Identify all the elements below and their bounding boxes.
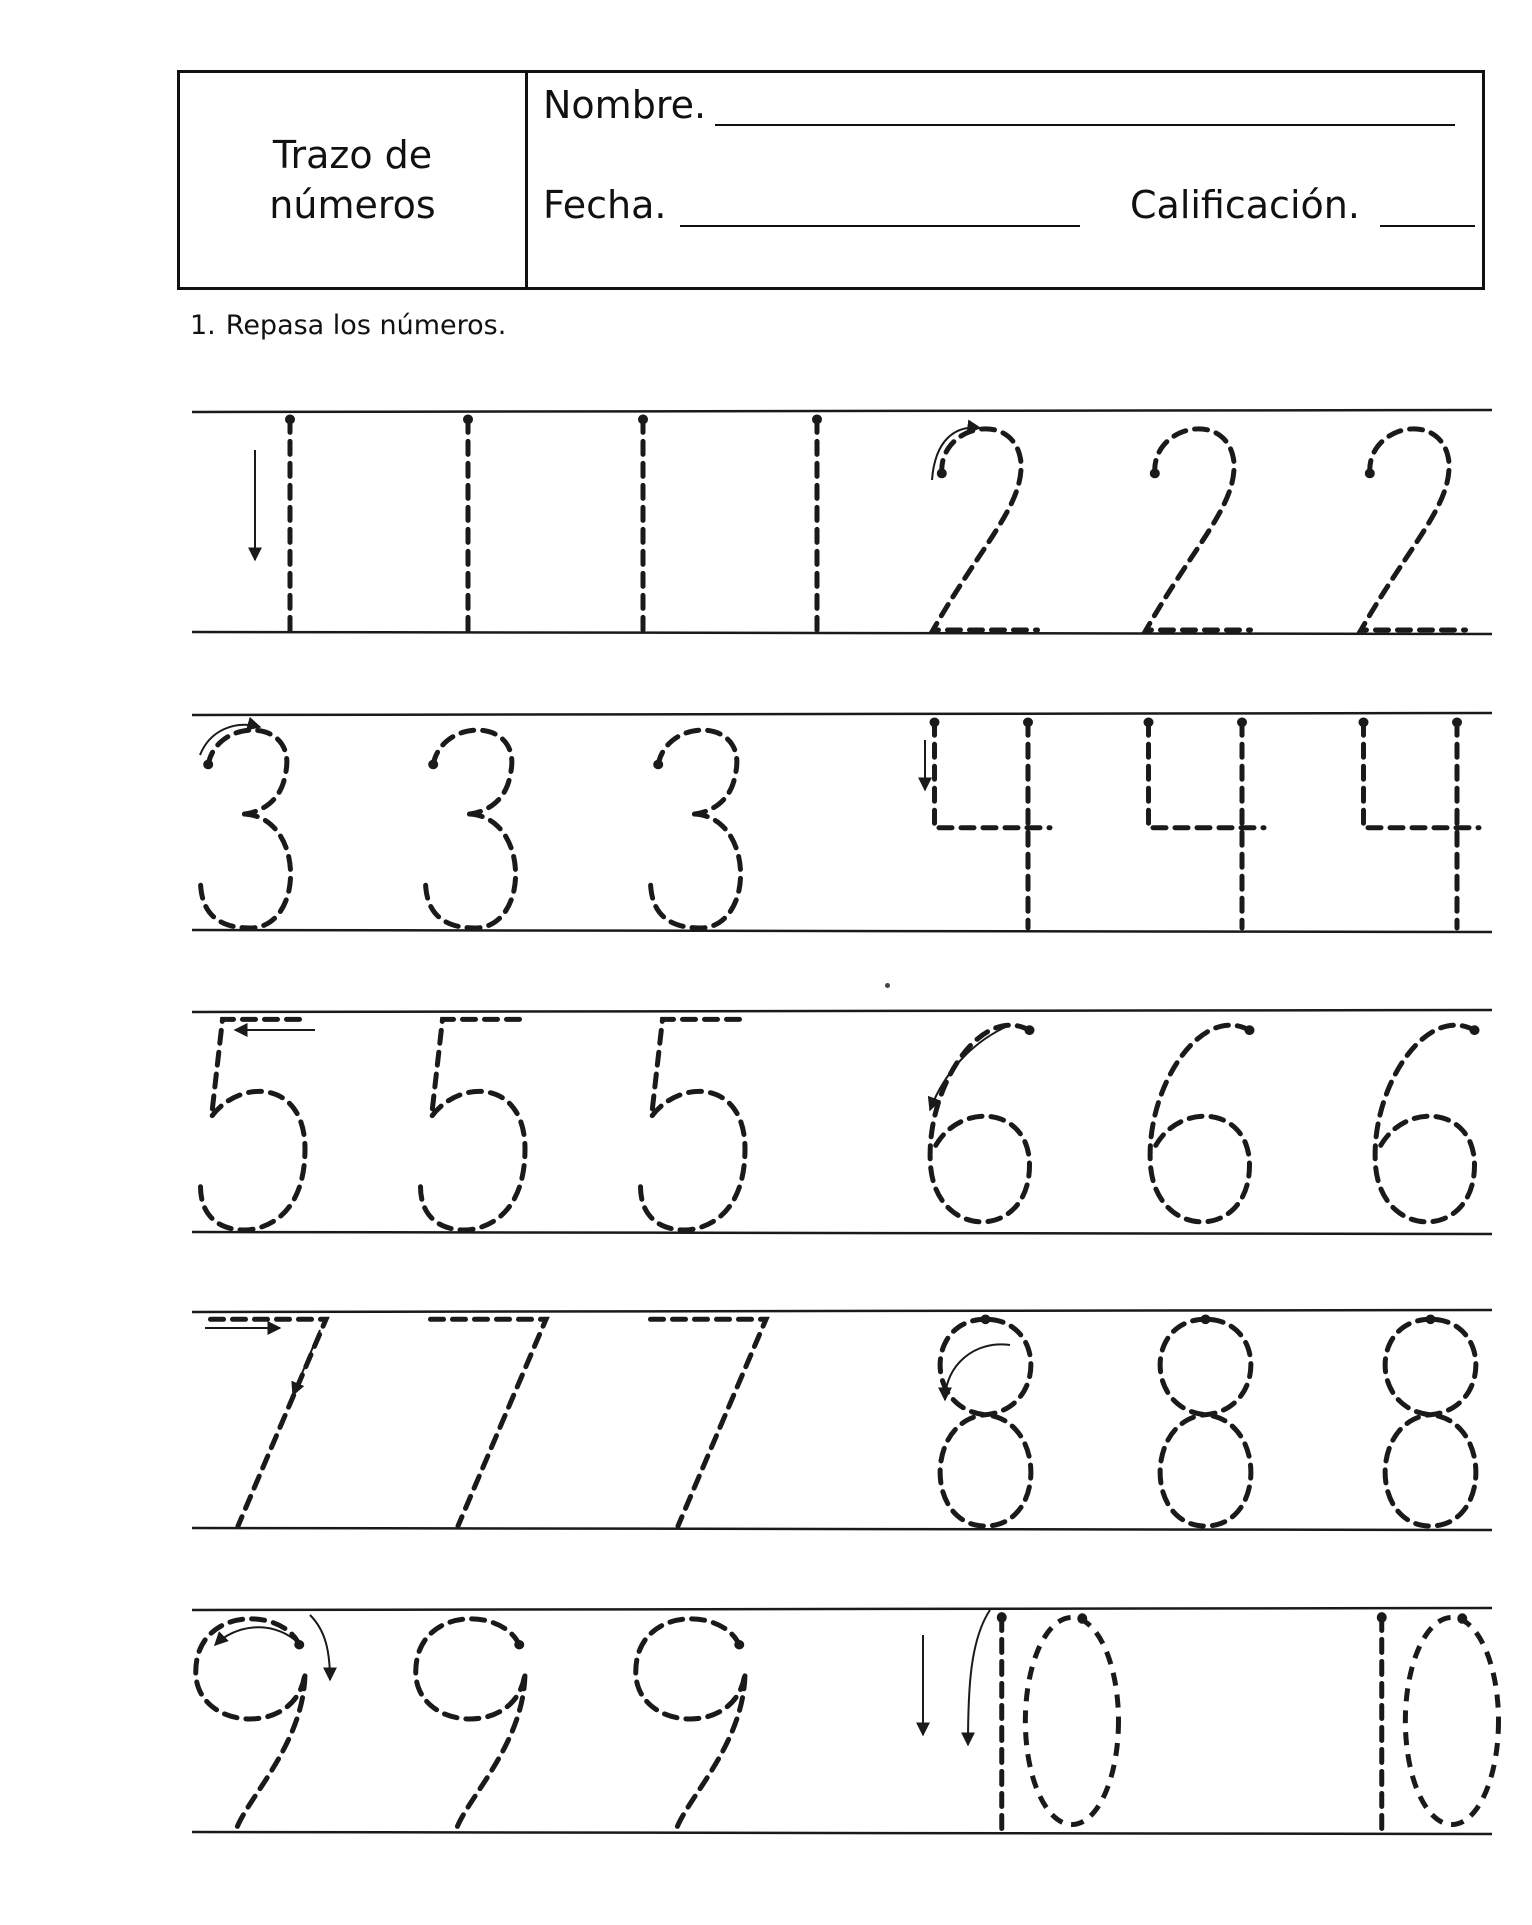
traceable-digit-7[interactable]: [211, 1319, 327, 1526]
traceable-digit-6[interactable]: [1375, 1025, 1479, 1222]
guide-line-baseline: [192, 930, 1492, 932]
traceable-digit-2[interactable]: [1146, 429, 1251, 630]
traceable-digit-2[interactable]: [1361, 429, 1466, 630]
traceable-digit-5[interactable]: [201, 1019, 306, 1230]
guide-line-top: [192, 713, 1492, 715]
traceable-digit-1[interactable]: [285, 414, 295, 630]
name-label: Nombre.: [543, 83, 707, 127]
traceable-digit-4[interactable]: [1359, 717, 1480, 928]
traceable-digit-8[interactable]: [1385, 1314, 1476, 1526]
guide-line-top: [192, 1310, 1492, 1312]
instruction-number: 1.: [190, 310, 216, 341]
stroke-direction-arrow-icon: [310, 1615, 330, 1680]
paper-speck: [885, 983, 890, 988]
title-line-2: números: [269, 183, 436, 227]
traceable-digit-6[interactable]: [1150, 1025, 1254, 1222]
traceable-digit-2[interactable]: [933, 429, 1038, 630]
stroke-direction-arrow-icon: [968, 1610, 990, 1745]
stroke-direction-arrow-icon: [945, 1344, 1010, 1400]
traceable-digit-3[interactable]: [651, 730, 741, 928]
traceable-digit-1[interactable]: [463, 414, 473, 630]
title-line-1: Trazo de: [272, 133, 433, 177]
traceable-digit-10[interactable]: [1377, 1612, 1499, 1830]
stroke-direction-arrow-icon: [293, 1330, 320, 1395]
traceable-digit-1[interactable]: [638, 414, 648, 630]
tracing-row: [192, 1010, 1492, 1234]
traceable-digit-1[interactable]: [812, 414, 822, 630]
traceable-digit-5[interactable]: [421, 1019, 526, 1230]
traceable-digit-3[interactable]: [426, 730, 516, 928]
traceable-digit-9[interactable]: [636, 1619, 745, 1830]
stroke-direction-arrow-icon: [930, 1025, 1010, 1110]
traceable-digit-8[interactable]: [1160, 1314, 1251, 1526]
instruction-text: Repasa los números.: [225, 310, 507, 341]
traceable-digit-6[interactable]: [930, 1025, 1034, 1222]
guide-line-baseline: [192, 1528, 1492, 1530]
traceable-digit-4[interactable]: [930, 717, 1051, 928]
traceable-digit-10[interactable]: [997, 1612, 1119, 1830]
traceable-digit-4[interactable]: [1144, 717, 1265, 928]
date-label: Fecha.: [543, 183, 667, 227]
guide-line-baseline: [192, 1832, 1492, 1834]
tracing-row: [192, 1608, 1499, 1834]
traceable-digit-7[interactable]: [651, 1319, 767, 1526]
guide-line-top: [192, 1010, 1492, 1012]
guide-line-top: [192, 410, 1492, 412]
tracing-row: [192, 1310, 1492, 1530]
grade-label: Calificación.: [1130, 183, 1360, 227]
guide-line-baseline: [192, 1232, 1492, 1234]
tracing-row: [192, 410, 1492, 634]
traceable-digit-5[interactable]: [641, 1019, 746, 1230]
traceable-digit-9[interactable]: [196, 1619, 305, 1830]
traceable-digit-7[interactable]: [431, 1319, 547, 1526]
traceable-digit-9[interactable]: [416, 1619, 525, 1830]
traceable-digit-3[interactable]: [201, 730, 291, 928]
guide-line-baseline: [192, 632, 1492, 634]
tracing-row: [192, 713, 1492, 932]
guide-line-top: [192, 1608, 1492, 1610]
direction-arrows: [200, 428, 1010, 1745]
